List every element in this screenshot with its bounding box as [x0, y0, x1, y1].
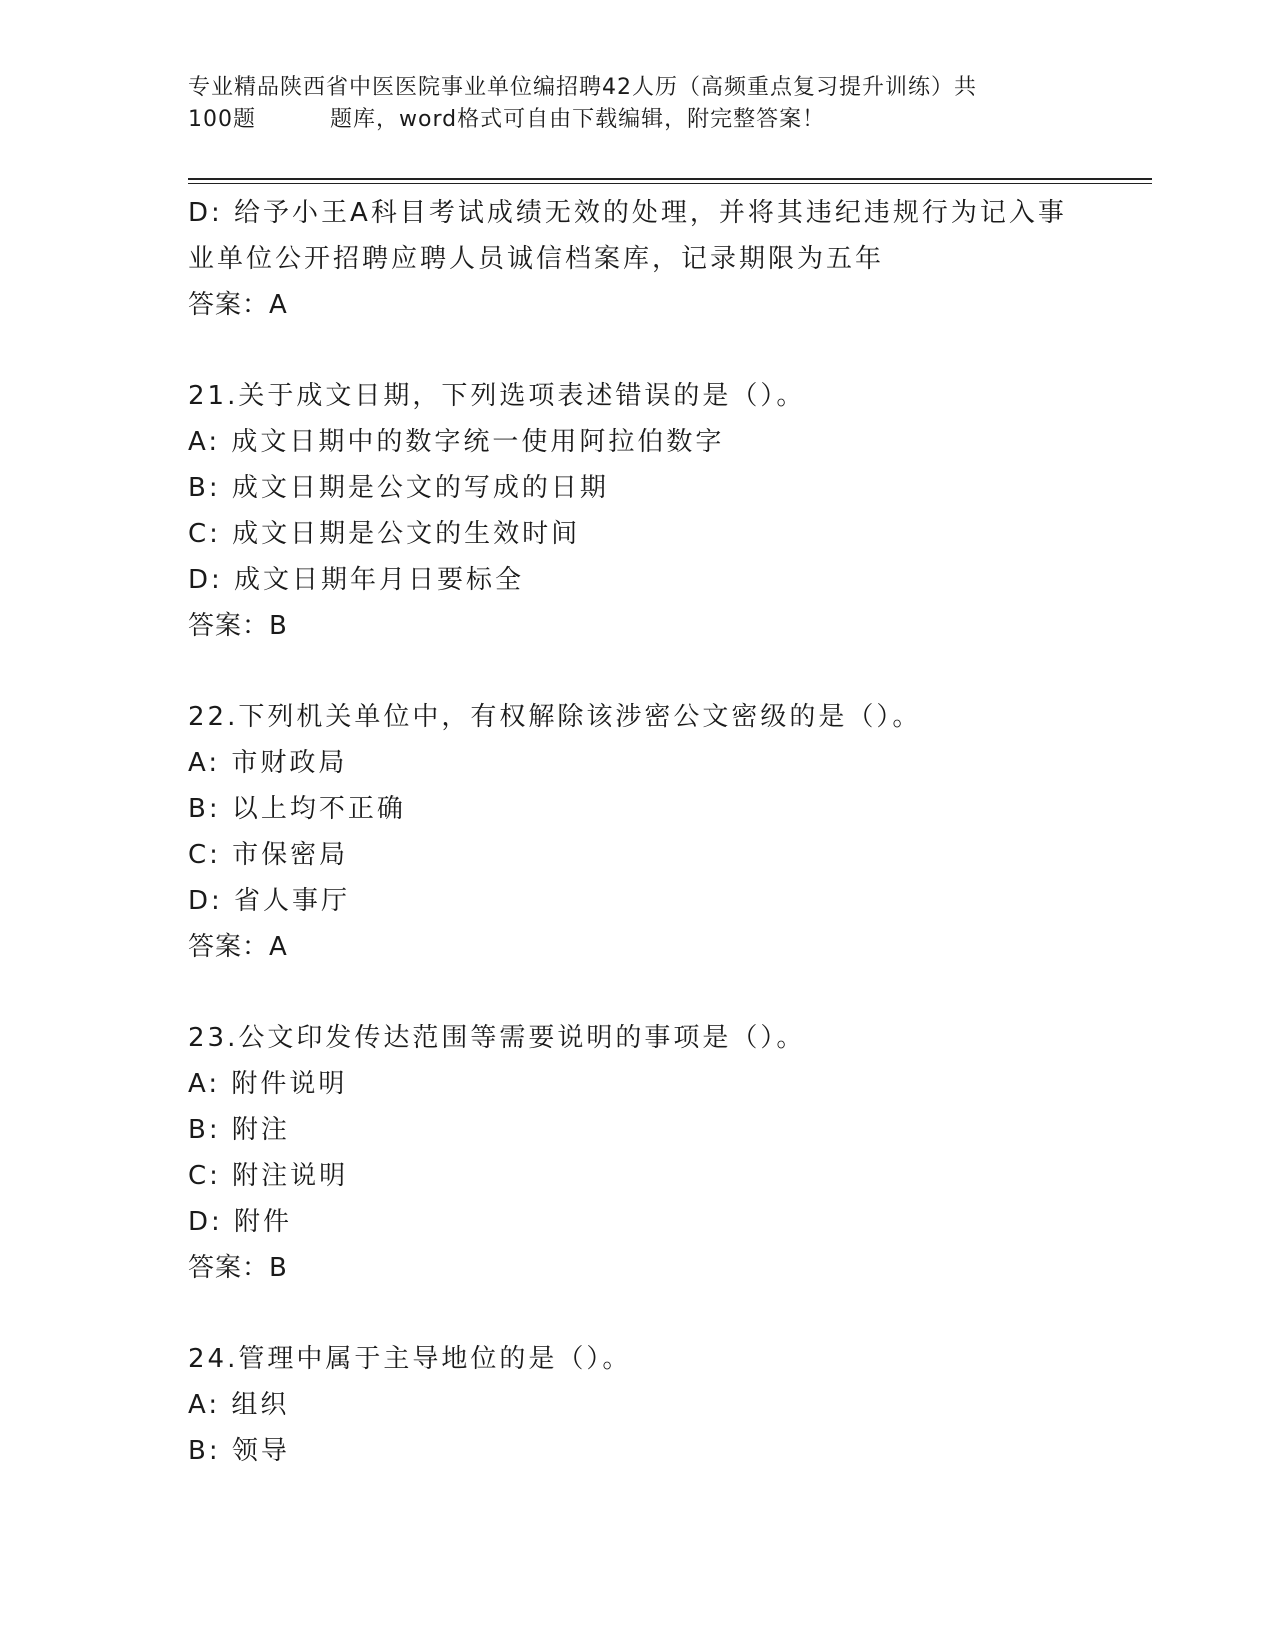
header-title-suffix: 题库，word格式可自由下载编辑，附完整答案！ [330, 107, 826, 132]
option-a: A: 附件说明 [188, 1069, 348, 1099]
header-question-count: 100题 [188, 107, 256, 132]
answer-line: 答案：B [188, 611, 288, 641]
option-c: C: 市保密局 [188, 840, 349, 870]
option-d: D: 省人事厅 [188, 886, 351, 916]
option-d: D: 附件 [188, 1207, 293, 1237]
option-b: B: 以上均不正确 [188, 794, 406, 824]
option-c: C: 成文日期是公文的生效时间 [188, 519, 581, 549]
option-b: B: 成文日期是公文的写成的日期 [188, 473, 609, 503]
page-header [188, 72, 1068, 136]
question-21 [188, 373, 1088, 649]
option-d: D: 给予小王A科目考试成绩无效的处理，并将其违纪违规行为记入事 [188, 198, 1067, 228]
option-a: A: 成文日期中的数字统一使用阿拉伯数字 [188, 427, 725, 457]
header-title-line1: 专业精品陕西省中医医院事业单位编招聘42人历（高频重点复习提升训练）共 [188, 75, 977, 100]
prev-question-tail [188, 190, 1088, 328]
option-b: B: 领导 [188, 1436, 290, 1466]
header-divider-thin [188, 183, 1152, 184]
question-23 [188, 1015, 1088, 1291]
question-22 [188, 694, 1088, 970]
answer-line: 答案：B [188, 1253, 288, 1283]
answer-line: 答案：A [188, 290, 288, 320]
option-a: A: 组织 [188, 1390, 290, 1420]
option-b: B: 附注 [188, 1115, 290, 1145]
header-divider [188, 178, 1152, 180]
answer-line: 答案：A [188, 932, 288, 962]
question-stem: 23.公文印发传达范围等需要说明的事项是（）。 [188, 1023, 806, 1053]
option-a: A: 市财政局 [188, 748, 348, 778]
header-title-line2 [188, 104, 1068, 136]
question-stem: 22.下列机关单位中，有权解除该涉密公文密级的是（）。 [188, 702, 922, 732]
option-d: D: 成文日期年月日要标全 [188, 565, 525, 595]
option-c: C: 附注说明 [188, 1161, 349, 1191]
question-24 [188, 1336, 1088, 1474]
question-stem: 24.管理中属于主导地位的是（）。 [188, 1344, 632, 1374]
option-d-continued: 业单位公开招聘应聘人员诚信档案库，记录期限为五年 [188, 244, 885, 274]
question-stem: 21.关于成文日期，下列选项表述错误的是（）。 [188, 381, 806, 411]
document-body [188, 190, 1088, 1474]
